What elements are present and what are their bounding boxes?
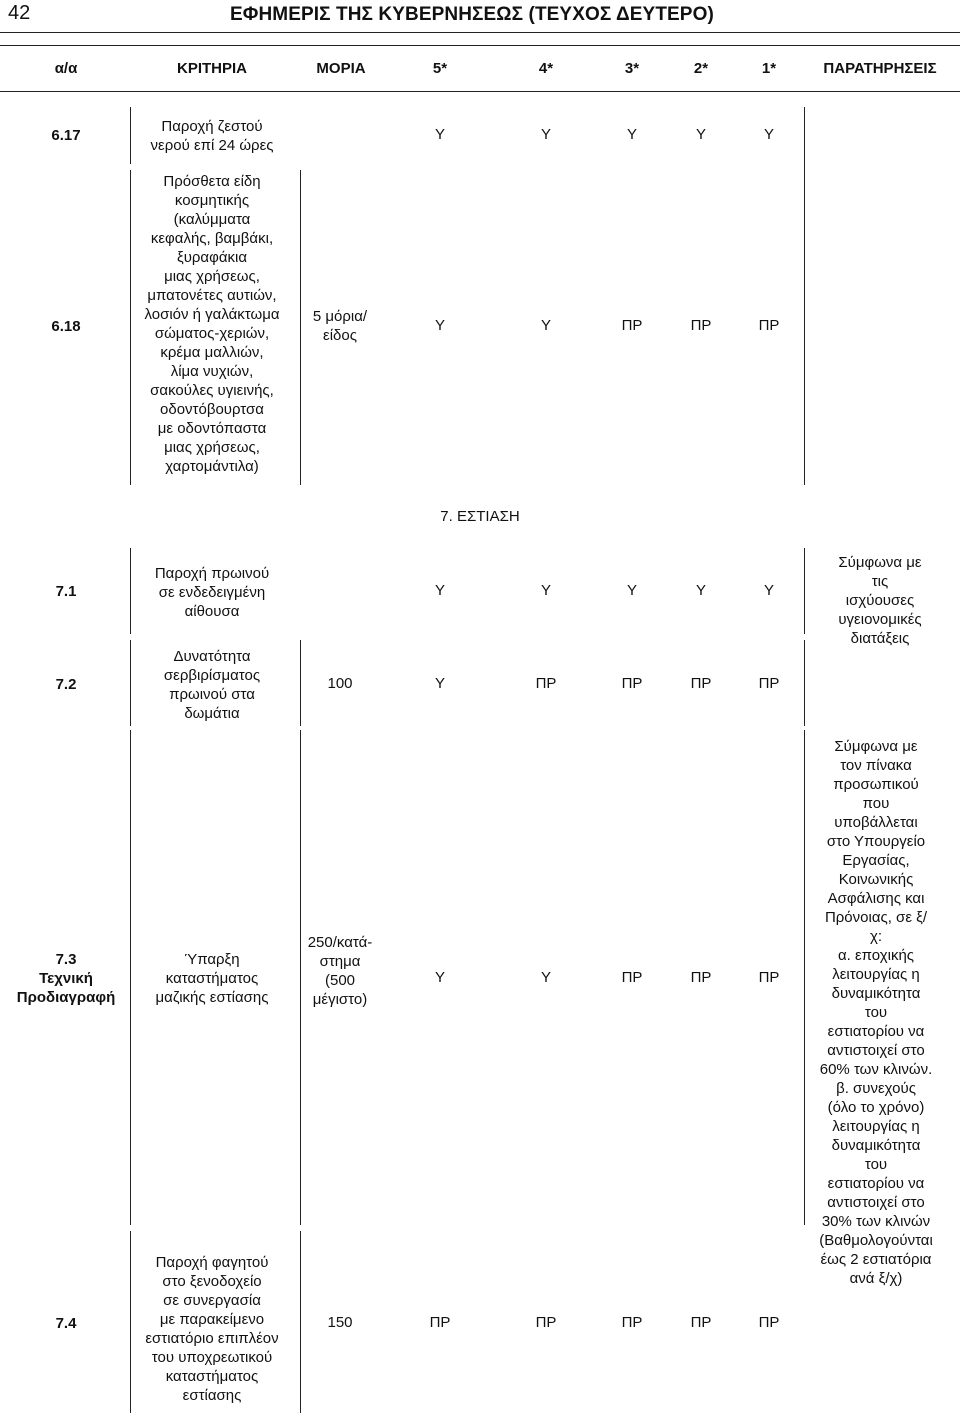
mark-4star: Υ <box>540 317 552 334</box>
section-title: 7. ΕΣΤΙΑΣΗ <box>440 508 520 525</box>
col-header-aa: α/α <box>54 60 78 77</box>
mark-5star: Υ <box>434 582 446 599</box>
mark-1star: Υ <box>763 582 775 599</box>
mark-1star: ΠΡ <box>758 317 780 334</box>
table-top-rule <box>0 45 960 46</box>
row-id: 6.17 <box>51 127 81 144</box>
mark-1star: ΠΡ <box>758 675 780 692</box>
header-rule <box>0 32 960 33</box>
mark-3star: Υ <box>626 126 638 143</box>
row-points: 150 <box>327 1314 353 1331</box>
mark-5star: Υ <box>434 675 446 692</box>
mark-4star: Υ <box>540 126 552 143</box>
row-criterion: Παροχή ζεστού νερού επί 24 ώρες <box>150 118 274 154</box>
mark-3star: ΠΡ <box>621 1314 643 1331</box>
mark-5star: Υ <box>434 317 446 334</box>
mark-5star: Υ <box>434 126 446 143</box>
col-header-2star: 2* <box>693 60 709 77</box>
row-criterion: Παροχή φαγητού στο ξενοδοχείο σε συνεργασία με παρακείμενο εστιατόριο επιπλέον του υποχρεωτικού καταστήματος εστίασης <box>145 1254 279 1404</box>
col-header-criteria: ΚΡΙΤΗΡΙΑ <box>176 60 248 77</box>
row-points: 100 <box>327 675 353 692</box>
mark-2star: Υ <box>695 126 707 143</box>
mark-3star: ΠΡ <box>621 317 643 334</box>
mark-4star: Υ <box>540 969 552 986</box>
row-remarks: Σύμφωνα με τον πίνακα προσωπικού που υποβάλλεται στο Υπουργείο Εργασίας, Κοινωνικής Ασφάλισης και Πρόνοιας, σε ξ/χ: α. εποχικής λειτουργίας η δυναμικότητα του εστιατορίου να αντιστοιχεί στο 60% των κλινών. β. συνεχούς (όλο το χρόνο) λειτουργίας η δυναμικότητα του εστιατορίου να αντιστοιχεί στο 30% των κλινών (Βαθμολογούνται έως 2 εστιατόρια ανά ξ/χ) <box>819 738 933 1287</box>
row-criterion: Ύπαρξη καταστήματος μαζικής εστίασης <box>155 951 269 1006</box>
row-points: 5 μόρια/ είδος <box>312 308 368 344</box>
mark-2star: ΠΡ <box>690 1314 712 1331</box>
row-points: 250/κατά- στημα (500 μέγιστο) <box>307 934 373 1008</box>
mark-3star: Υ <box>626 582 638 599</box>
row-criterion: Παροχή πρωινού σε ενδεδειγμένη αίθουσα <box>154 565 270 620</box>
mark-2star: ΠΡ <box>690 969 712 986</box>
mark-1star: ΠΡ <box>758 1314 780 1331</box>
col-header-3star: 3* <box>624 60 640 77</box>
mark-2star: ΠΡ <box>690 317 712 334</box>
mark-3star: ΠΡ <box>621 675 643 692</box>
row-criterion: Δυνατότητα σερβιρίσματος πρωινού στα δωμάτια <box>163 648 261 722</box>
mark-5star: Υ <box>434 969 446 986</box>
row-id: 7.2 <box>55 676 77 693</box>
row-id: 7.1 <box>55 583 77 600</box>
mark-4star: Υ <box>540 582 552 599</box>
page-number: 42 <box>8 2 31 24</box>
mark-2star: ΠΡ <box>690 675 712 692</box>
mark-5star: ΠΡ <box>429 1314 451 1331</box>
row-remarks: Σύμφωνα με τις ισχύουσες υγειονομικές διατάξεις <box>838 554 922 647</box>
col-header-1star: 1* <box>761 60 777 77</box>
col-header-5star: 5* <box>432 60 448 77</box>
mark-3star: ΠΡ <box>621 969 643 986</box>
mark-1star: ΠΡ <box>758 969 780 986</box>
row-id: 6.18 <box>51 318 81 335</box>
row-criterion: Πρόσθετα είδη κοσμητικής (καλύμματα κεφαλής, βαμβάκι, ξυραφάκια μιας χρήσεως, μπατονέτες αυτιών, λοσιόν ή γαλάκτωμα σώματος-χεριών, κρέμα μαλλιών, λίμα νυχιών, σακούλες υγιεινής, οδοντόβουρτσα με οδοντόπαστα μιας χρήσεως, χαρτομάντιλα) <box>144 173 280 475</box>
mark-4star: ΠΡ <box>535 1314 557 1331</box>
mark-4star: ΠΡ <box>535 675 557 692</box>
row-id: 7.3 Τεχνική Προδιαγραφή <box>16 951 116 1006</box>
mark-1star: Υ <box>763 126 775 143</box>
gazette-title: ΕΦΗΜΕΡΙΣ ΤΗΣ ΚΥΒΕΡΝΗΣΕΩΣ (ΤΕΥΧΟΣ ΔΕΥΤΕΡΟ) <box>230 4 714 25</box>
col-header-points: ΜΟΡΙΑ <box>316 60 366 77</box>
table-header-rule <box>0 91 960 92</box>
col-header-remarks: ΠΑΡΑΤΗΡΗΣΕΙΣ <box>823 60 937 77</box>
row-id: 7.4 <box>55 1315 77 1332</box>
col-header-4star: 4* <box>538 60 554 77</box>
mark-2star: Υ <box>695 582 707 599</box>
